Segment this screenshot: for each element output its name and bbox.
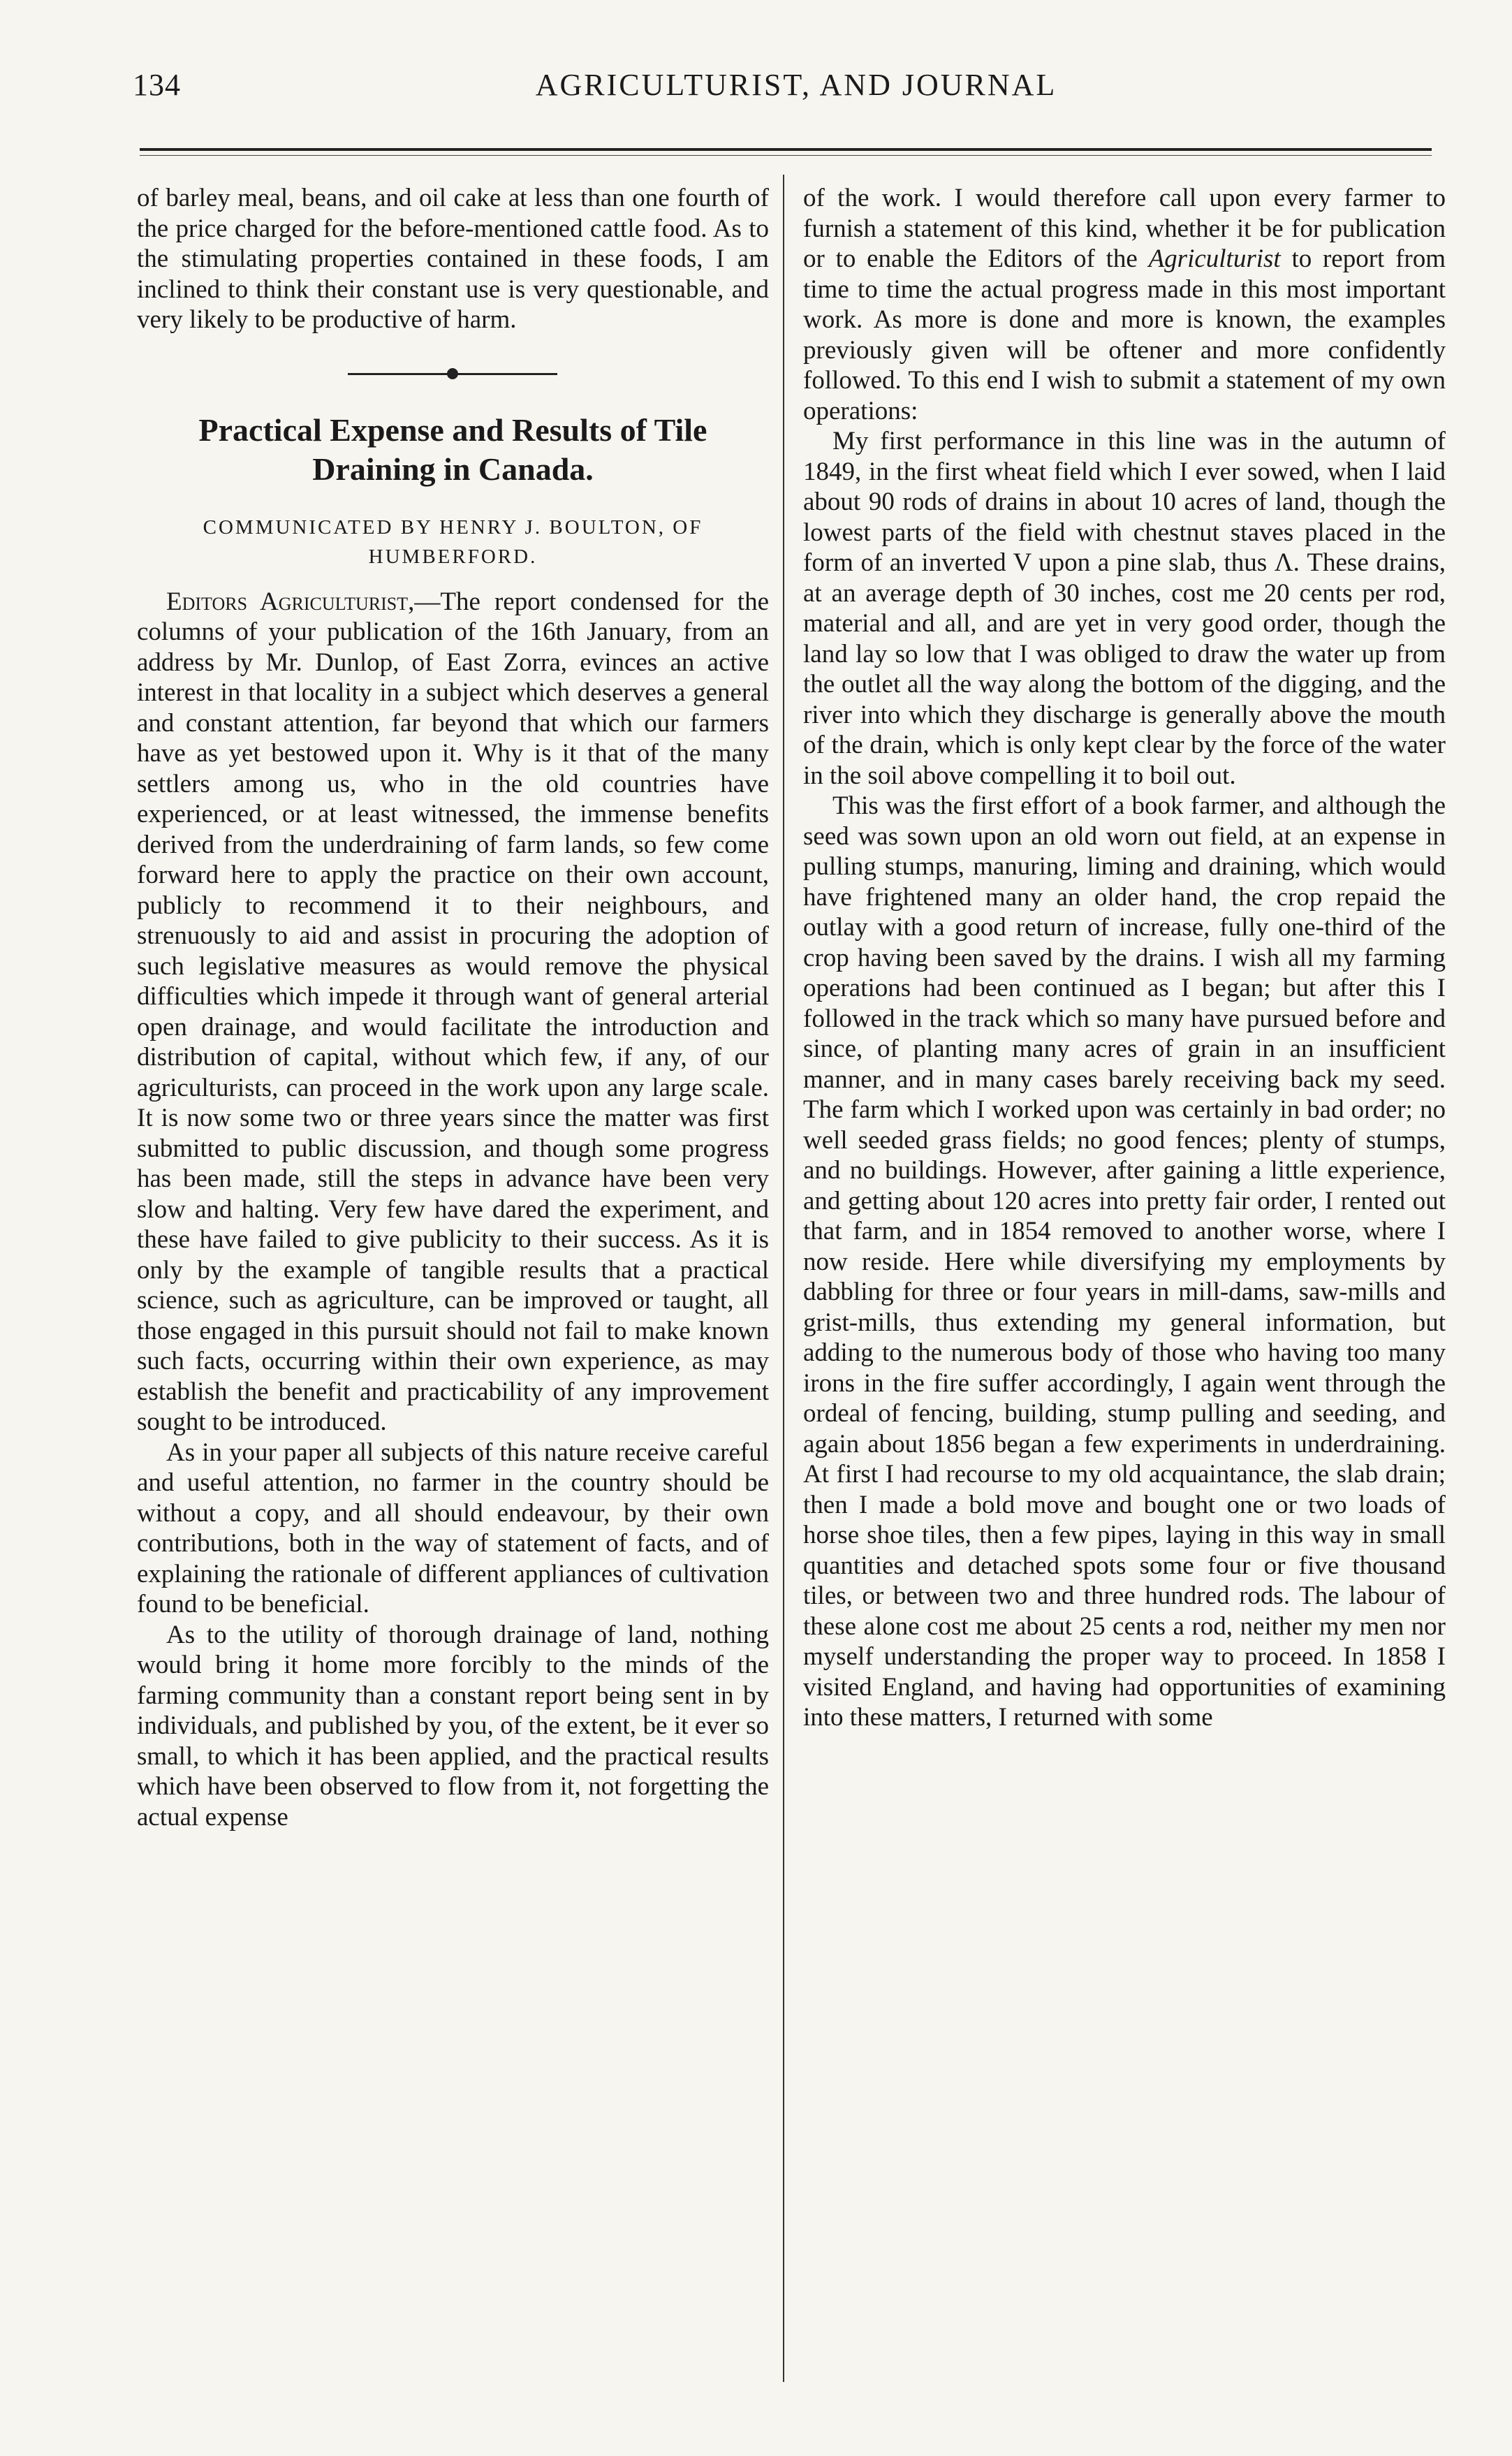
journal-name-italic: Agriculturist bbox=[1148, 244, 1281, 273]
body-paragraph: As in your paper all subjects of this nature receive careful and useful attention, no farmer in the country should be without a copy, and all should endeavour, by their own contributions, both in the way of statement of facts, and of explaining the rationale of different appliances of cultivation found to be beneficial. bbox=[137, 1438, 769, 1618]
body-paragraph: This was the first effort of a book farmer, and although the seed was sown upon an old worn out field, at an expense in pulling stumps, manuring, liming and draining, which would have frightened many an older hand, the crop repaid the outlay with a good return of increase, fully one-third of the crop having been saved by the drains. I wish all my farming operations had been continued as I began; but after this I followed in the track which so many have pursued before and since, of planting many acres of grain in an insufficient manner, and in many cases barely receiving back my seed. The farm which I worked upon was certainly in bad order; no well seeded grass fields; no good fences; plenty of stumps, and no buildings. However, after gaining a little experience, and getting about 120 acres into pretty fair order, I rented out that farm, and in 1854 removed to another worse, where I now reside. Here while diversifying my employments by dabbling for three or four years in mill-dams, saw-mills and grist-mills, thus extending my general information, but adding to the numerous body of those who having too many irons in the fire suffer accordingly, I again went through the ordeal of fencing, building, stump pulling and seeding, and again about 1856 began a few experiments in underdraining. At first I had recourse to my old acquaintance, the slab drain; then I made a bold move and bought one or two loads of horse shoe tiles, then a few pipes, laying in this way in small quantities and detached spots some four or five thousand tiles, or between two and three hundred rods. The labour of these alone cost me about 25 cents a rod, neither my men nor myself understanding the proper way to proceed. In 1858 I visited England, and having had opportunities of examining into these matters, I returned with some bbox=[803, 791, 1446, 1732]
header-rule bbox=[140, 148, 1432, 151]
column-divider bbox=[783, 175, 784, 2382]
running-head bbox=[133, 67, 1460, 116]
paragraph-text: to report from time to time the actual progress made in this most important work. As more is done and more is known, the examples previously given will be oftener and more confidently followed. To this end I wish to submit a statement of my own operations: bbox=[803, 244, 1446, 425]
article-byline: COMMUNICATED BY HENRY J. BOULTON, OF HUMBERFORD. bbox=[203, 516, 703, 568]
page-number: 134 bbox=[133, 68, 181, 102]
paragraph-text: —The report condensed for the columns of your publication of the 16th January, from an address by Mr. Dunlop, of East Zorra, evinces an active interest in that locality in a subject which deserves a general and constant attention, far beyond that which our farmers have as yet bestowed upon it. Why is it that of the many settlers among us, who in the old countries have experienced, or at least witnessed, the immense benefits derived from the underdraining of farm lands, so few come forward here to apply the practice on their own account, publicly to recommend it to their neighbours, and strenuously to aid and assist in procuring the adoption of such legislative measures as would remove the physical difficulties which impede it through want of general arterial open drainage, and would facilitate the introduction and distribution of capital, without which few, if any, of our agriculturists, can proceed in the work upon any large scale. It is now some two or three years since the matter was first submitted to public discussion, and though some progress has been made, still the steps in advance have been very slow and halting. Very few have dared the experiment, and these have failed to give publicity to their success. As it is only by the example of tangible results that a practical science, such as agriculture, can be improved or taught, all those engaged in this pursuit should not fail to make known such facts, occurring within their own experience, as may establish the benefit and practicability of any improvement sought to be introduced. bbox=[137, 587, 769, 1436]
body-paragraph: My first performance in this line was in the autumn of 1849, in the first wheat field which I ever sowed, when I laid about 90 rods of drains in about 10 acres of land, though the lowest parts of the field with chestnut staves placed in the form of an inverted V upon a pine slab, thus Λ. These drains, at an average depth of 30 inches, cost me 20 cents per rod, material and all, and are yet in very good order, though the land lay so low that I was obliged to draw the water up from the outlet all the way along the bottom of the digging, and the river into which they discharge is generally above the mouth of the drain, which is only kept clear by the force of the water in the soil above compelling it to boil out. bbox=[803, 427, 1446, 790]
left-column bbox=[137, 183, 769, 1832]
right-column bbox=[803, 183, 1446, 1733]
continuation-paragraph: of barley meal, beans, and oil cake at less than one fourth of the price charged for the before-mentioned cattle food. As to the stimulating properties contained in these foods, I am inclined to think their constant use is very questionable, and very likely to be productive of harm. bbox=[137, 184, 769, 334]
journal-title: AGRICULTURIST, AND JOURNAL bbox=[535, 68, 1057, 102]
divider-dot-icon bbox=[447, 368, 458, 379]
header-rule-thin bbox=[140, 155, 1432, 156]
body-paragraph bbox=[137, 587, 769, 1438]
body-paragraph bbox=[803, 183, 1446, 426]
salutation: Editors Agriculturist, bbox=[166, 587, 415, 616]
paragraph-text: of the work. I would therefore call upon every farmer to furnish a statement of this kind, whether it be for publication or to enable the Editors of the bbox=[803, 184, 1446, 273]
article-title: Practical Expense and Results of Tile Draining in Canada. bbox=[198, 411, 707, 487]
body-paragraph: As to the utility of thorough drainage of land, nothing would bring it home more forcibly to the minds of the farming community than a constant report being sent in by individuals, and published by you, of the extent, be it ever so small, to which it has been applied, and the practical results which have been observed to flow from it, not forgetting the actual expense bbox=[137, 1620, 769, 1832]
section-divider bbox=[137, 353, 769, 395]
